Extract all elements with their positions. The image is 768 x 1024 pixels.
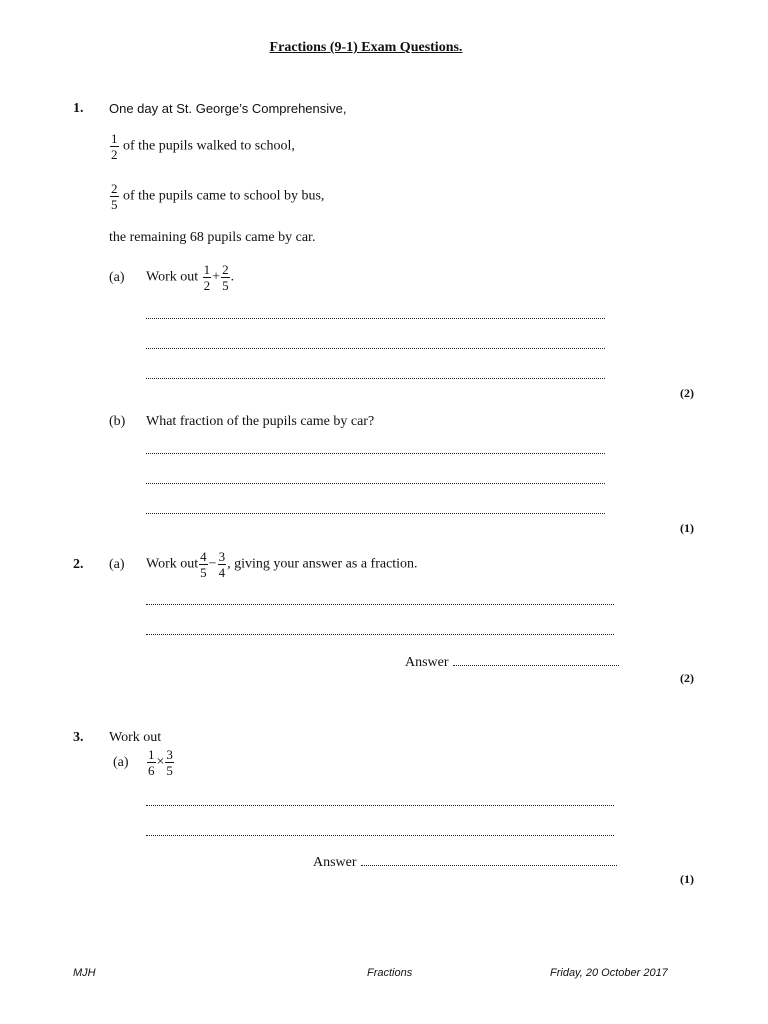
marks: (1) [680, 521, 694, 535]
question-1a-label: (a) [109, 270, 125, 285]
question-3a-prompt: $\frac{1}{6}$ × $\frac{3}{5}$ [148, 747, 173, 778]
answer-line[interactable] [146, 513, 605, 514]
question-3-number: 3. [73, 730, 84, 745]
question-1-intro: One day at St. George’s Comprehensive, [109, 101, 347, 116]
question-1-number: 1. [73, 101, 84, 116]
fraction: $\frac{4}{5}$ [200, 549, 207, 580]
answer-line[interactable] [146, 348, 605, 349]
fraction: $\frac{2}{5}$ [111, 181, 118, 212]
question-3-answer[interactable] [313, 855, 617, 871]
footer-date: Friday, 20 October 2017 [550, 967, 668, 979]
footer-subject: Fractions [367, 967, 413, 979]
question-2a-label: (a) [109, 557, 125, 572]
question-1-line-car: the remaining 68 pupils came by car. [109, 230, 316, 245]
question-1-walked-text: of the pupils walked to school, [123, 138, 295, 154]
answer-label: Answer [313, 855, 357, 870]
question-1b-text: What fraction of the pupils came by car? [146, 414, 375, 429]
answer-line[interactable] [146, 634, 614, 635]
fraction: $\frac{1}{2}$ [111, 131, 118, 162]
answer-line[interactable] [146, 604, 614, 605]
footer-author: MJH [73, 967, 96, 979]
fraction: $\frac{1}{2}$ [203, 262, 211, 293]
question-1-line-walked [109, 131, 295, 162]
answer-field[interactable] [453, 655, 619, 666]
question-2a-prompt: Work out $\frac{4}{5}$ − $\frac{3}{4}$ , giving your answer as a fraction. [146, 549, 418, 580]
answer-line[interactable] [146, 483, 605, 484]
question-2-answer[interactable] [405, 655, 619, 671]
marks: (2) [680, 386, 694, 400]
answer-field[interactable] [361, 855, 617, 866]
fraction: $\frac{3}{4}$ [218, 549, 226, 580]
marks: (2) [680, 671, 694, 685]
question-1a-prompt: Work out $\frac{1}{2}$ + $\frac{2}{5}$ . [146, 262, 235, 293]
answer-line[interactable] [146, 318, 605, 319]
question-1-line-bus [109, 181, 324, 212]
question-1b-label: (b) [109, 414, 126, 429]
fraction: $\frac{3}{5}$ [166, 747, 173, 778]
answer-line[interactable] [146, 835, 614, 836]
fraction: $\frac{1}{6}$ [148, 747, 155, 778]
fraction: $\frac{2}{5}$ [222, 262, 229, 293]
page-title: Fractions (9-1) Exam Questions. [269, 40, 463, 55]
question-2-number: 2. [73, 557, 84, 572]
question-3-text: Work out [109, 730, 162, 745]
answer-line[interactable] [146, 378, 605, 379]
answer-line[interactable] [146, 453, 605, 454]
question-3a-label: (a) [113, 755, 129, 770]
answer-label: Answer [405, 655, 449, 670]
answer-line[interactable] [146, 805, 614, 806]
marks: (1) [680, 872, 694, 886]
question-1-bus-text: of the pupils came to school by bus, [123, 188, 325, 204]
